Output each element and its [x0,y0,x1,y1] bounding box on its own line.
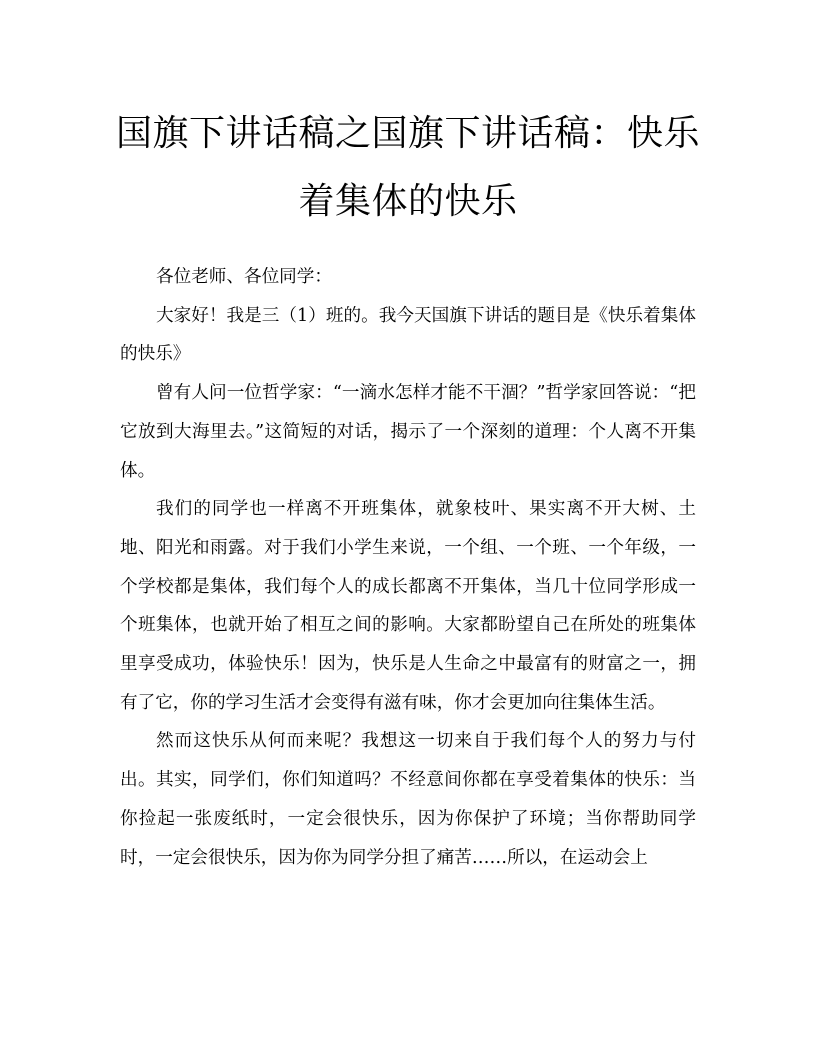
paragraph-intro: 大家好！我是三（1）班的。我今天国旗下讲话的题目是《快乐着集体的快乐》 [120,305,696,365]
document-body [120,258,696,877]
paragraph-happiness-source: 然而这快乐从何而来呢？我想这一切来自于我们每个人的努力与付出。其实，同学们，你们知道吗？不经意间你都在享受着集体的快乐：当你捡起一张废纸时，一定会很快乐，因为你保护了环境；当你帮助同学时，一定会很快乐，因为你为同学分担了痛苦……所以，在运动会上 [120,731,696,868]
paragraph-philosopher: 曾有人问一位哲学家：“一滴水怎样才能不干涸？”哲学家回答说：“把它放到大海里去。”这简短的对话，揭示了一个深刻的道理：个人离不开集体。 [120,383,696,481]
paragraph-collective: 我们的同学也一样离不开班集体，就象枝叶、果实离不开大树、土地、阳光和雨露。对于我们小学生来说，一个组、一个班、一个年级，一个学校都是集体，我们每个人的成长都离不开集体，当几十位同学形成一个班集体，也就开始了相互之间的影响。大家都盼望自己在所处的班集体里享受成功，体验快乐！因为，快乐是人生命之中最富有的财富之一，拥有了它，你的学习生活才会变得有滋有味，你才会更加向往集体生活。 [120,499,696,713]
paragraph-greeting: 各位老师、各位同学： [156,267,332,287]
document-title: 国旗下讲话稿之国旗下讲话稿：快乐着集体的快乐 [115,113,700,222]
